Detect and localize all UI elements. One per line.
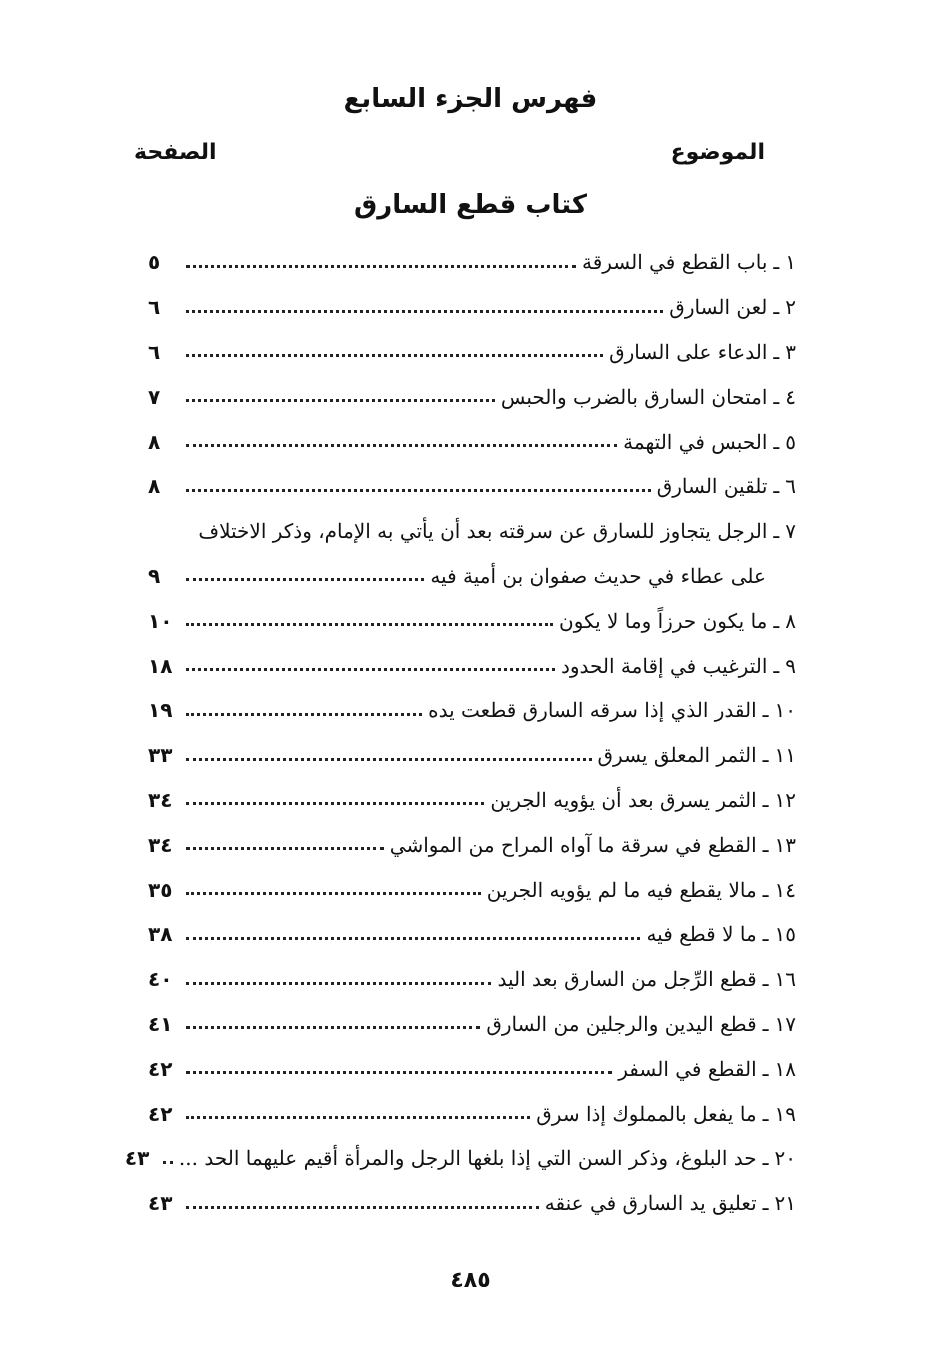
entry-title: باب القطع في السرقة	[581, 250, 768, 275]
entry-number: ١٣	[774, 832, 796, 857]
toc-entry	[148, 643, 796, 688]
entry-number: ١٢	[774, 787, 796, 812]
entry-title: الثمر المعلق يسرق	[597, 743, 757, 768]
entry-title: ما يكون حرزاً وما لا يكون	[559, 608, 768, 633]
entry-page-number: ٦	[148, 295, 161, 320]
entry-title: القطع في السفر	[618, 1056, 757, 1081]
entry-title: ما لا قطع فيه	[646, 922, 757, 947]
entry-number: ٦	[785, 474, 796, 499]
toc-entry	[148, 733, 796, 778]
entry-dash: ـ	[762, 832, 769, 857]
entry-number: ٩	[785, 653, 796, 678]
entry-dash: ـ	[762, 1011, 769, 1036]
leader-dots	[163, 1161, 173, 1164]
leader-dots	[186, 668, 555, 671]
entry-dash: ـ	[762, 1056, 769, 1081]
entry-number: ١٤	[774, 877, 796, 902]
entry-number: ٣	[785, 339, 796, 364]
page-title: فهرس الجزء السابع	[343, 84, 598, 114]
entry-dash: ـ	[762, 787, 769, 812]
entry-page-number: ١٨	[148, 653, 173, 678]
entry-page-number: ٤٠	[148, 967, 173, 992]
entry-page-number: ٣٨	[148, 922, 173, 947]
entry-dash: ـ	[762, 922, 769, 947]
entry-number: ٥	[785, 429, 796, 454]
toc-entry	[148, 912, 796, 957]
entry-title: الثمر يسرق بعد أن يؤويه الجرين	[490, 787, 757, 812]
toc-entry	[148, 1002, 796, 1047]
toc-entry-continuation	[148, 554, 796, 599]
toc-entry	[148, 688, 796, 733]
toc-entry	[124, 1136, 796, 1181]
entry-dash: ـ	[762, 1191, 769, 1216]
entry-number: ١٥	[774, 922, 796, 947]
entry-number: ٧	[785, 519, 796, 544]
entry-page-number: ١٩	[148, 698, 173, 723]
leader-dots	[186, 444, 617, 447]
entry-title: امتحان السارق بالضرب والحبس	[500, 384, 768, 409]
entry-number: ١١	[774, 743, 796, 768]
entry-dash: ـ	[773, 653, 780, 678]
entry-dash: ـ	[773, 339, 780, 364]
toc-entry	[148, 464, 796, 509]
section-title: كتاب قطع السارق	[354, 190, 587, 220]
toc-entry	[148, 374, 796, 419]
topic-column-header: الموضوع	[670, 140, 765, 165]
entry-dash: ـ	[773, 519, 780, 544]
entry-number: ٤	[785, 384, 796, 409]
toc-entry	[148, 240, 796, 285]
leader-dots	[186, 578, 424, 581]
entry-number: ٨	[785, 608, 796, 633]
entry-title: لعن السارق	[669, 295, 768, 320]
entry-title: تعليق يد السارق في عنقه	[544, 1191, 757, 1216]
entry-number: ١٨	[774, 1056, 796, 1081]
leader-dots	[186, 713, 422, 716]
leader-dots	[186, 399, 495, 402]
entry-title: ما يفعل بالمملوك إذا سرق	[536, 1101, 757, 1126]
entry-dash: ـ	[773, 250, 780, 275]
entry-title: الترغيب في إقامة الحدود	[560, 653, 768, 678]
leader-dots	[186, 847, 384, 850]
entry-page-number: ٨	[148, 474, 161, 499]
entry-page-number: ٣٥	[148, 877, 173, 902]
entry-title: القدر الذي إذا سرقه السارق قطعت يده	[428, 698, 757, 723]
entry-number: ٢	[785, 295, 796, 320]
entry-dash: ـ	[762, 743, 769, 768]
toc-entry	[148, 285, 796, 330]
entry-page-number: ٩	[148, 563, 161, 588]
leader-dots	[186, 758, 592, 761]
entry-dash: ـ	[762, 1101, 769, 1126]
entry-dash: ـ	[773, 295, 780, 320]
leader-dots	[186, 982, 491, 985]
entry-title: قطع الرِّجل من السارق بعد اليد	[497, 967, 757, 992]
entry-dash: ـ	[762, 967, 769, 992]
leader-dots	[186, 1206, 539, 1209]
entry-number: ٢١	[774, 1191, 796, 1216]
entry-title: قطع اليدين والرجلين من السارق	[486, 1011, 757, 1036]
entry-title-continuation: على عطاء في حديث صفوان بن أمية فيه	[430, 563, 766, 588]
entry-title: مالا يقطع فيه ما لم يؤويه الجرين	[486, 877, 757, 902]
leader-dots	[186, 1116, 530, 1119]
leader-dots	[186, 310, 663, 313]
leader-dots	[186, 937, 640, 940]
table-of-contents	[124, 240, 796, 1226]
toc-entry	[148, 867, 796, 912]
entry-title: الرجل يتجاوز للسارق عن سرقته بعد أن يأتي به الإمام، وذكر الاختلاف	[198, 519, 768, 544]
leader-dots	[186, 265, 576, 268]
entry-page-number: ٣٣	[148, 743, 173, 768]
entry-number: ٢٠	[774, 1146, 796, 1171]
entry-page-number: ٣٤	[148, 787, 173, 812]
leader-dots	[186, 489, 651, 492]
entry-number: ١	[785, 250, 796, 275]
entry-dash: ـ	[762, 877, 769, 902]
entry-title: القطع في سرقة ما آواه المراح من المواشي	[389, 832, 757, 857]
entry-number: ١٧	[774, 1011, 796, 1036]
toc-entry	[148, 957, 796, 1002]
entry-title: حد البلوغ، وذكر السن التي إذا بلغها الرجل والمرأة أقيم عليهما الحد ...	[178, 1146, 757, 1171]
leader-dots	[186, 1071, 612, 1074]
entry-page-number: ٤٢	[148, 1101, 173, 1126]
entry-dash: ـ	[762, 698, 769, 723]
toc-entry	[148, 778, 796, 823]
toc-entry	[148, 1046, 796, 1091]
entry-number: ١٠	[774, 698, 796, 723]
entry-page-number: ٨	[148, 429, 161, 454]
toc-entry	[148, 330, 796, 375]
entry-page-number: ٣٤	[148, 832, 173, 857]
entry-dash: ـ	[773, 384, 780, 409]
entry-dash: ـ	[762, 1146, 769, 1171]
entry-title: الدعاء على السارق	[609, 339, 768, 364]
entry-title: تلقين السارق	[656, 474, 768, 499]
entry-page-number: ٤١	[148, 1011, 173, 1036]
toc-entry	[148, 1091, 796, 1136]
entry-number: ١٩	[774, 1101, 796, 1126]
entry-page-number: ٤٣	[124, 1146, 150, 1171]
entry-dash: ـ	[773, 429, 780, 454]
page-column-header: الصفحة	[134, 140, 217, 165]
page-number: ٤٨٥	[450, 1268, 491, 1293]
leader-dots	[186, 623, 553, 626]
entry-dash: ـ	[773, 608, 780, 633]
toc-entry	[148, 822, 796, 867]
entry-page-number: ٦	[148, 339, 161, 364]
toc-entry	[148, 419, 796, 464]
entry-page-number: ٥	[148, 250, 161, 275]
toc-entry	[148, 598, 796, 643]
toc-entry	[148, 509, 796, 554]
entry-page-number: ٤٣	[148, 1191, 173, 1216]
entry-page-number: ٧	[148, 384, 161, 409]
leader-dots	[186, 354, 603, 357]
leader-dots	[186, 802, 484, 805]
toc-entry	[148, 1181, 796, 1226]
entry-page-number: ٤٢	[148, 1056, 173, 1081]
leader-dots	[186, 1026, 480, 1029]
entry-number: ١٦	[774, 967, 796, 992]
entry-dash: ـ	[773, 474, 780, 499]
entry-page-number: ١٠	[148, 608, 173, 633]
leader-dots	[186, 892, 481, 895]
entry-title: الحبس في التهمة	[623, 429, 768, 454]
